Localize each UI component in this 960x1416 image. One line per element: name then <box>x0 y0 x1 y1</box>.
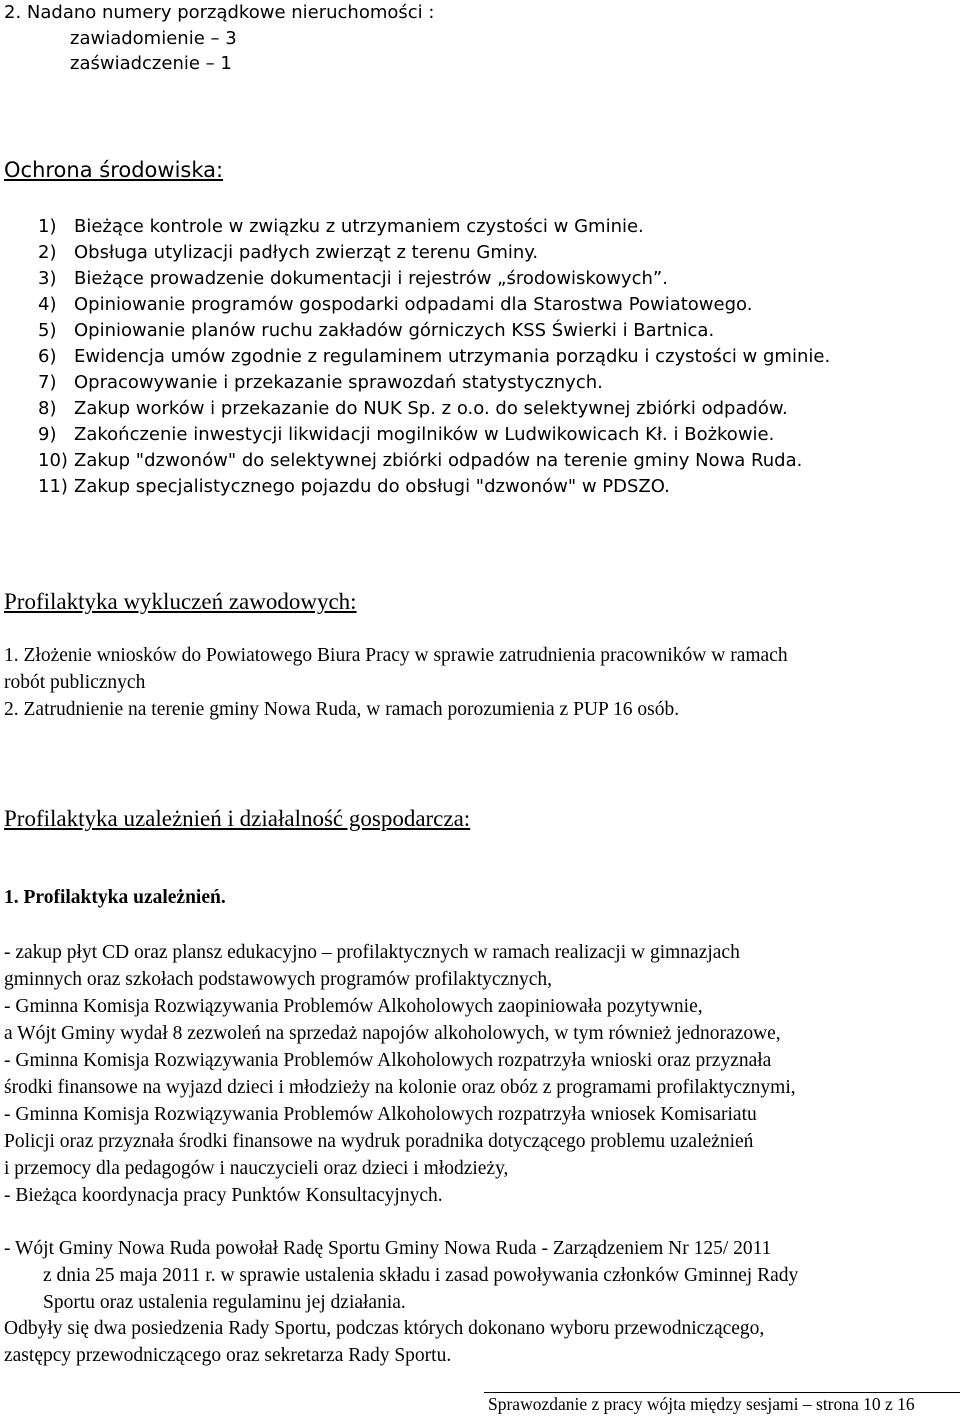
list-item-text: Opiniowanie programów gospodarki odpadami dla Starostwa Powiatowego. <box>74 294 753 315</box>
text-line: Sportu oraz ustalenia regulaminu jej działania. <box>43 1292 406 1313</box>
list-item-number: 5) <box>38 320 57 341</box>
text-line: - Bieżąca koordynacja pracy Punktów Konsultacyjnych. <box>4 1185 443 1206</box>
list-item-number: 7) <box>38 372 57 393</box>
list-item <box>38 372 603 393</box>
list-item <box>38 216 644 237</box>
uzaleznienia-subtitle: 1. Profilaktyka uzależnień. <box>4 887 226 908</box>
list-item <box>38 346 830 367</box>
section2-line-1: zawiadomienie – 3 <box>70 28 237 49</box>
list-item-text: Zakup "dzwonów" do selektywnej zbiórki odpadów na terenie gminy Nowa Ruda. <box>74 450 803 471</box>
list-item-number: 10) <box>38 450 68 471</box>
list-item <box>38 242 538 263</box>
text-line: - Gminna Komisja Rozwiązywania Problemów Alkoholowych rozpatrzyła wniosek Komisariatu <box>4 1104 757 1125</box>
list-item-text: Zakup specjalistycznego pojazdu do obsługi "dzwonów" w PDSZO. <box>74 476 670 497</box>
text-line: Odbyły się dwa posiedzenia Rady Sportu, podczas których dokonano wyboru przewodniczącego, <box>4 1318 765 1339</box>
wykluczenia-point-1: 1. Złożenie wniosków do Powiatowego Biura Pracy w sprawie zatrudnienia pracowników w ramach <box>4 645 788 666</box>
list-item-number: 2) <box>38 242 57 263</box>
footer-divider <box>484 1392 960 1393</box>
list-item-number: 9) <box>38 424 57 445</box>
text-line: środki finansowe na wyjazd dzieci i młodzieży na kolonie oraz obóz z programami profilaktycznymi, <box>4 1077 796 1098</box>
wykluczenia-title: Profilaktyka wykluczeń zawodowych: <box>4 589 357 614</box>
list-item <box>38 424 774 445</box>
text-line: i przemocy dla pedagogów i nauczycieli oraz dzieci i młodzieży, <box>4 1158 509 1179</box>
list-item-number: 6) <box>38 346 57 367</box>
text-line: Policji oraz przyznała środki finansowe na wydruk poradnika dotyczącego problemu uzależnień <box>4 1131 754 1152</box>
list-item-text: Obsługa utylizacji padłych zwierząt z terenu Gminy. <box>74 242 539 263</box>
list-item-number: 8) <box>38 398 57 419</box>
text-line: - Gminna Komisja Rozwiązywania Problemów Alkoholowych rozpatrzyła wnioski oraz przyznała <box>4 1050 772 1071</box>
ochrona-title: Ochrona środowiska: <box>4 158 224 182</box>
wykluczenia-point-2: 2. Zatrudnienie na terenie gminy Nowa Ruda, w ramach porozumienia z PUP 16 osób. <box>4 699 680 720</box>
list-item <box>38 398 788 419</box>
list-item-text: Opracowywanie i przekazanie sprawozdań statystycznych. <box>74 372 603 393</box>
list-item-text: Ewidencja umów zgodnie z regulaminem utrzymania porządku i czystości w gminie. <box>74 346 831 367</box>
text-line: zastępcy przewodniczącego oraz sekretarza Rady Sportu. <box>4 1345 452 1366</box>
wykluczenia-point-1-cont: robót publicznych <box>4 672 146 693</box>
list-item <box>38 476 670 497</box>
list-item <box>38 320 714 341</box>
text-line: gminnych oraz szkołach podstawowych programów profilaktycznych, <box>4 969 552 990</box>
list-item <box>38 268 668 289</box>
list-item-number: 1) <box>38 216 57 237</box>
section2-heading: 2. Nadano numery porządkowe nieruchomości : <box>4 2 435 23</box>
list-item-number: 11) <box>38 476 68 497</box>
text-line: - zakup płyt CD oraz plansz edukacyjno – profilaktycznych w ramach realizacji w gimnazjach <box>4 942 740 963</box>
list-item-number: 3) <box>38 268 57 289</box>
list-item-text: Bieżące prowadzenie dokumentacji i rejestrów „środowiskowych”. <box>74 268 668 289</box>
list-item-text: Zakup worków i przekazanie do NUK Sp. z o.o. do selektywnej zbiórki odpadów. <box>74 398 788 419</box>
uzaleznienia-title: Profilaktyka uzależnień i działalność gospodarcza: <box>4 806 471 831</box>
text-line: - Wójt Gminy Nowa Ruda powołał Radę Sportu Gminy Nowa Ruda - Zarządzeniem Nr 125/ 2011 <box>4 1238 772 1259</box>
list-item-text: Opiniowanie planów ruchu zakładów górniczych KSS Świerki i Bartnica. <box>74 320 715 341</box>
text-line: a Wójt Gminy wydał 8 zezwoleń na sprzedaż napojów alkoholowych, w tym również jednorazowe, <box>4 1023 781 1044</box>
section2-line-2: zaświadczenie – 1 <box>70 53 232 74</box>
text-line: z dnia 25 maja 2011 r. w sprawie ustalenia składu i zasad powoływania członków Gminnej Rady <box>43 1265 799 1286</box>
list-item-text: Bieżące kontrole w związku z utrzymaniem czystości w Gminie. <box>74 216 644 237</box>
list-item <box>38 294 752 315</box>
list-item-text: Zakończenie inwestycji likwidacji mogilników w Ludwikowicach Kł. i Bożkowie. <box>74 424 775 445</box>
page-footer: Sprawozdanie z pracy wójta między sesjami – strona 10 z 16 <box>488 1394 915 1414</box>
text-line: - Gminna Komisja Rozwiązywania Problemów Alkoholowych zaopiniowała pozytywnie, <box>4 996 703 1017</box>
list-item-number: 4) <box>38 294 57 315</box>
list-item <box>38 450 802 471</box>
